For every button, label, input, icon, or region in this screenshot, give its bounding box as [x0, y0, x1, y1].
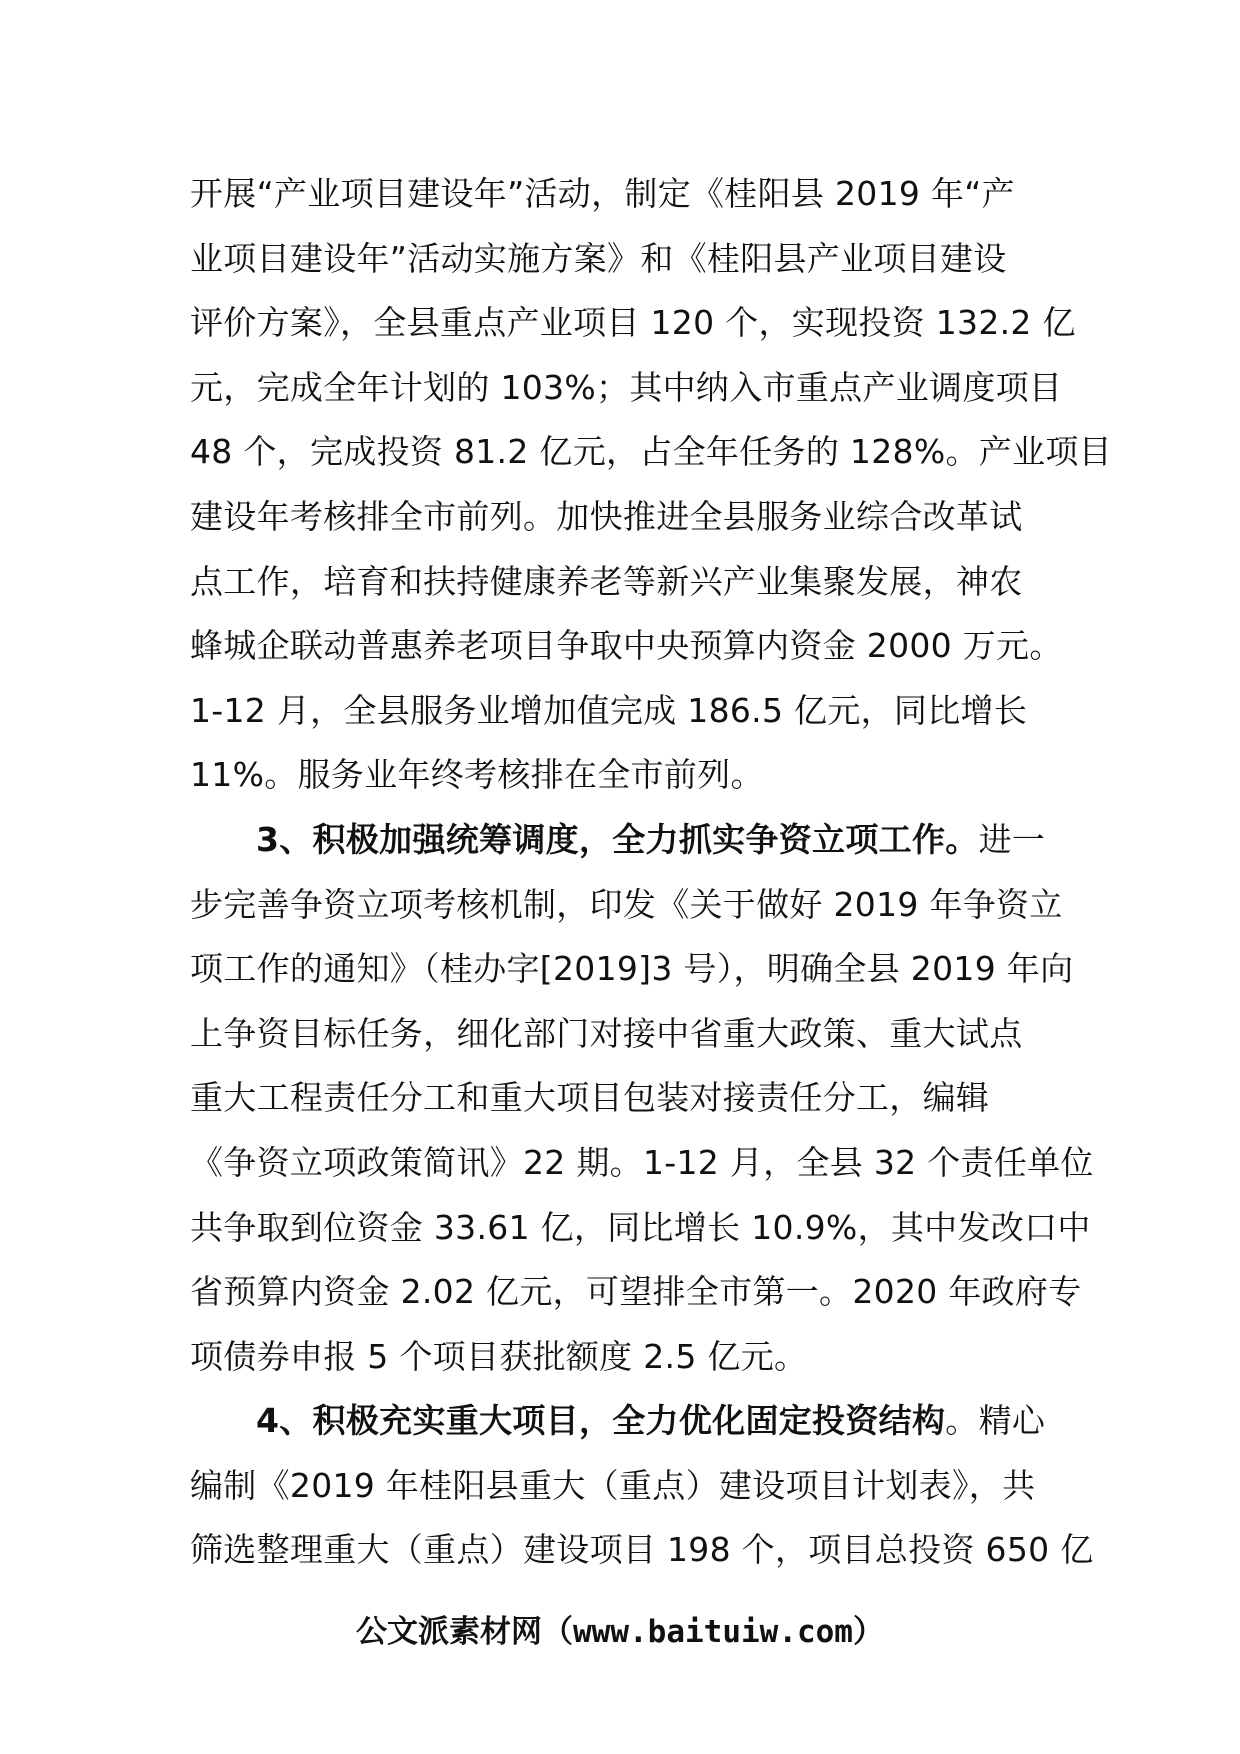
text-line: 《争资立项政策简讯》22 期。1-12 月，全县 32 个责任单位 — [190, 1142, 1094, 1182]
text-line: 省预算内资金 2.02 亿元，可望排全市第一。2020 年政府专 — [190, 1272, 1082, 1312]
footer-watermark — [0, 1610, 1240, 1654]
body-text — [190, 162, 1112, 1583]
text-line: 开展“产业项目建设年”活动，制定《桂阳县 2019 年“产 — [190, 174, 1015, 213]
section-3-first-line — [190, 808, 1070, 873]
section-3-heading: 3、积极加强统筹调度，全力抓实争资立项工作。 — [256, 819, 979, 859]
text-line: 蜂城企联动普惠养老项目争取中央预算内资金 2000 万元。 — [190, 626, 1063, 666]
text-line: 项工作的通知》（桂办字[2019]3 号），明确全县 2019 年向 — [190, 949, 1074, 989]
text-line: 11%。服务业年终考核排在全市前列。 — [190, 755, 764, 795]
footer-suffix: ） — [852, 1614, 884, 1650]
section-3-lead: 进一 — [978, 819, 1046, 859]
text-line: 步完善争资立项考核机制，印发《关于做好 2019 年争资立 — [190, 884, 1063, 924]
text-line: 重大工程责任分工和重大项目包装对接责任分工，编辑 — [190, 1078, 990, 1118]
text-line: 业项目建设年”活动实施方案》和《桂阳县产业项目建设 — [190, 238, 1007, 278]
text-line: 上争资目标任务，细化部门对接中省重大政策、重大试点 — [190, 1013, 1023, 1053]
text-line: 编制《2019 年桂阳县重大（重点）建设项目计划表》，共 — [190, 1465, 1036, 1505]
text-line: 共争取到位资金 33.61 亿，同比增长 10.9%，其中发改口中 — [190, 1207, 1091, 1247]
section-4-lead: 。精心 — [945, 1401, 1046, 1441]
footer-url: www.baituiw.com — [573, 1614, 853, 1650]
text-line: 点工作，培育和扶持健康养老等新兴产业集聚发展，神农 — [190, 561, 1023, 601]
footer-prefix: 公文派素材网（ — [356, 1614, 574, 1650]
text-line: 评价方案》，全县重点产业项目 120 个，实现投资 132.2 亿 — [190, 303, 1076, 343]
section-4-heading: 4、积极充实重大项目，全力优化固定投资结构 — [256, 1401, 946, 1441]
text-line: 筛选整理重大（重点）建设项目 198 个，项目总投资 650 亿 — [190, 1530, 1094, 1570]
text-line: 48 个，完成投资 81.2 亿元，占全年任务的 128%。产业项目 — [190, 432, 1112, 472]
section-4-first-line — [190, 1389, 1070, 1454]
text-line: 建设年考核排全市前列。加快推进全县服务业综合改革试 — [190, 496, 1023, 536]
text-line: 项债券申报 5 个项目获批额度 2.5 亿元。 — [190, 1336, 808, 1376]
text-line: 元，完成全年计划的 103%；其中纳入市重点产业调度项目 — [190, 367, 1063, 407]
text-line: 1-12 月，全县服务业增加值完成 186.5 亿元，同比增长 — [190, 690, 1028, 730]
